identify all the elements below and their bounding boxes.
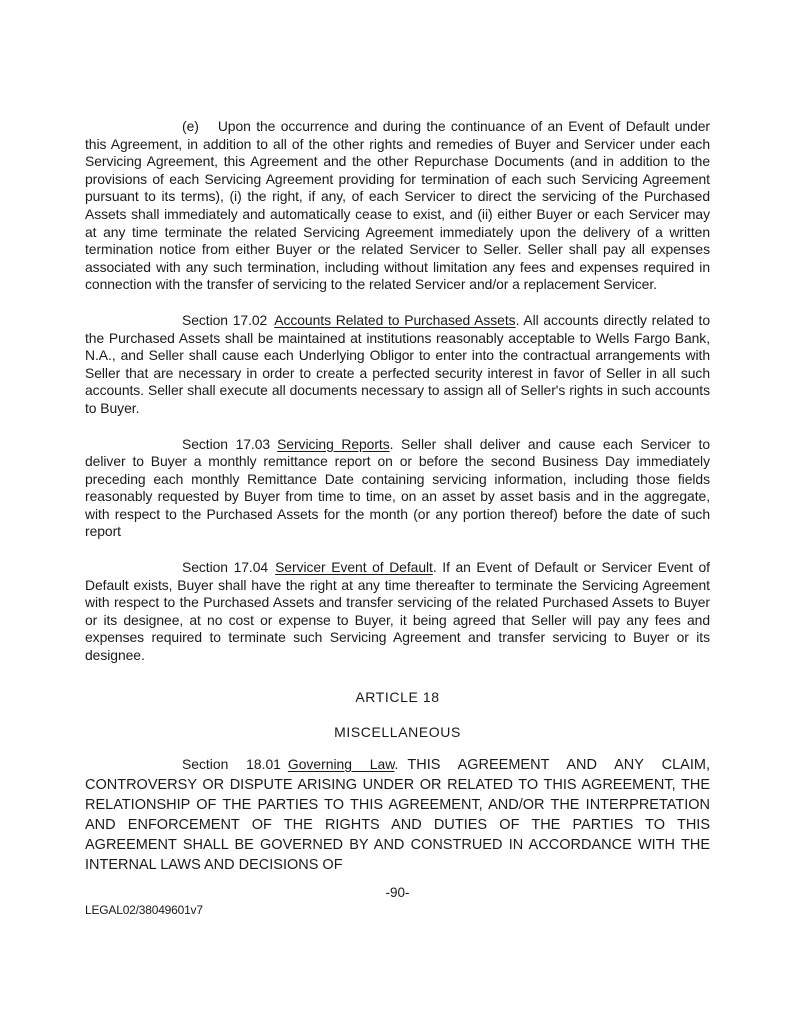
section-17-04 — [85, 559, 710, 665]
page-number: -90- — [385, 884, 410, 900]
footer-document-reference: LEGAL02/38049601v7 — [85, 902, 203, 917]
section-17-03 — [85, 436, 710, 542]
section-18-01-body: THIS AGREEMENT AND ANY CLAIM, CONTROVERSY OR DISPUTE ARISING UNDER OR RELATED TO THIS AGREEMENT, THE RELATIONSHIP OF THE PARTIES TO THIS AGREEMENT, AND/OR THE INTERPRETATION AND ENFORCEMENT OF THE RIGHTS AND DUTIES OF THE PARTIES TO THIS AGREEMENT SHALL BE GOVERNED BY AND CONSTRUED IN ACCORDANCE WITH THE INTERNAL LAWS AND DECISIONS OF — [85, 756, 710, 873]
section-17-02-label: Section 17.02 — [182, 311, 268, 328]
paragraph-e-body: Upon the occurrence and during the continuance of an Event of Default under this Agreement, in addition to all of the other rights and remedies of Buyer and Servicer under each Servicing Agreement, this Agreement and the other Repurchase Documents (and in addition to the provisions of each Servicing Agreement providing for termination of each such Servicing Agreement pursuant to its terms), (i) the right, if any, of each Servicer to direct the servicing of the Purchased Assets shall immediately and automatically cease to exist, and (ii) either Buyer or each Servicer may at any time terminate the related Servicing Agreement immediately upon the delivery of a written termination notice from either Buyer or the related Servicer to Seller. Seller shall pay all expenses associated with any such termination, including without limitation any fees and expenses required in connection with the transfer of servicing to the related Servicer and/or a replacement Servicer. — [85, 118, 710, 293]
section-18-01-title: Governing Law — [287, 755, 395, 772]
section-17-02-body: . All accounts directly related to the Purchased Assets shall be maintained at institutions reasonably acceptable to Wells Fargo Bank, N.A., and Seller shall cause each Underlying Obligor to enter into the contractual arrangements with Seller that are necessary in order to create a perfected security interest in favor of Seller in all such accounts. Seller shall execute all documents necessary to assign all of Seller's rights in such accounts to Buyer. — [85, 311, 711, 416]
section-17-04-body: . If an Event of Default or Servicer Event of Default exists, Buyer shall have the right at any time thereafter to terminate the Servicing Agreement with respect to the Purchased Assets and transfer servicing of the related Purchased Assets to Buyer or its designee, at no cost or expense to Buyer, it being agreed that Seller will pay any fees and expenses required to terminate such Servicing Agreement and transfer servicing to Buyer or its designee. — [85, 559, 710, 664]
section-18-01-label: Section 18.01 — [182, 755, 281, 772]
section-17-04-title: Servicer Event of Default — [275, 559, 433, 576]
article-heading: ARTICLE 18 — [355, 688, 440, 705]
paragraph-e-label: (e) — [182, 118, 199, 134]
section-17-03-title: Servicing Reports — [277, 435, 390, 452]
section-17-03-label: Section 17.03 — [182, 435, 271, 452]
article-subheading: MISCELLANEOUS — [334, 724, 461, 741]
section-17-04-label: Section 17.04 — [182, 559, 269, 576]
section-17-02 — [85, 312, 710, 418]
section-17-02-title: Accounts Related to Purchased Assets — [274, 311, 516, 328]
section-18-01 — [85, 755, 710, 875]
paragraph-e — [85, 118, 710, 294]
section-17-03-body: . Seller shall deliver and cause each Servicer to deliver to Buyer a monthly remittance report on or before the second Business Day immediately preceding each monthly Remittance Date containing servicing information, including those fields reasonably requested by Buyer from time to time, on an asset by asset basis and in the aggregate, with respect to the Purchased Assets for the month (or any portion thereof) before the date of such report — [85, 435, 710, 540]
section-18-01-period: . — [394, 755, 399, 772]
